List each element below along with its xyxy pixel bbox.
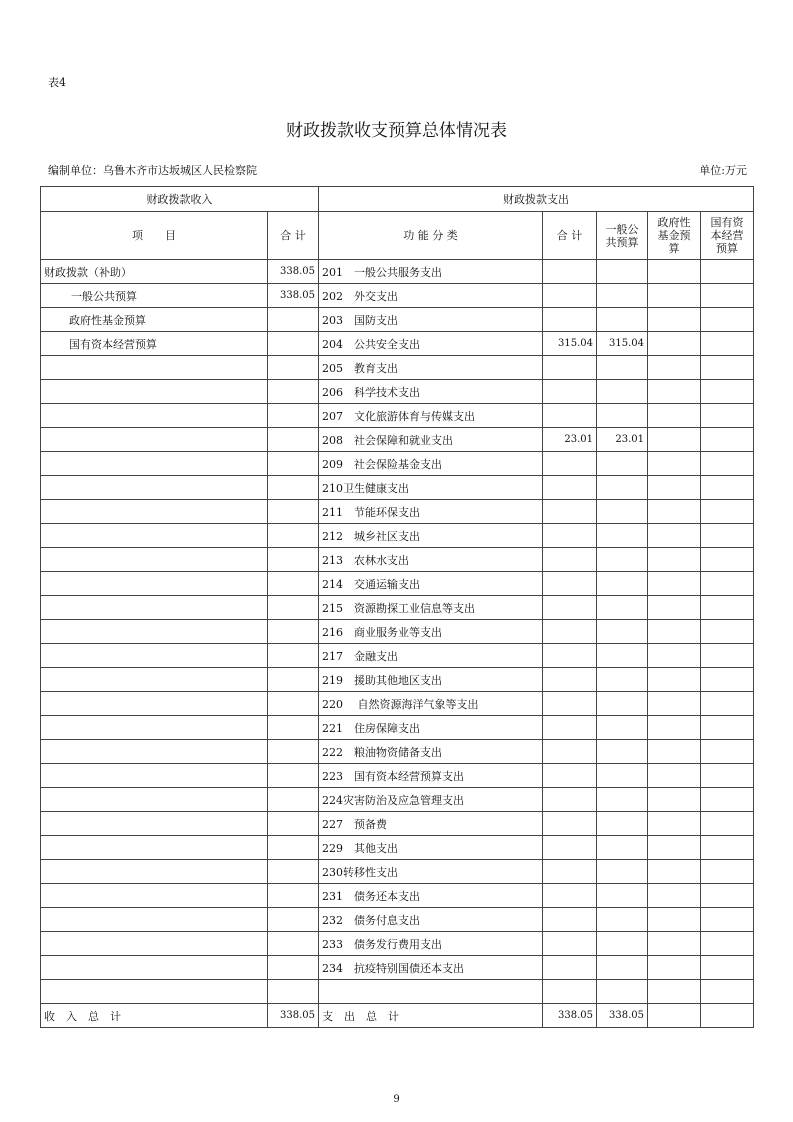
state-capital-cell	[701, 884, 754, 908]
gov-fund-cell	[648, 956, 701, 980]
state-capital-cell	[701, 860, 754, 884]
state-capital-cell	[701, 548, 754, 572]
income-total-cell	[268, 404, 319, 428]
expense-total-cell	[543, 500, 597, 524]
expense-total-cell	[543, 260, 597, 284]
gov-fund-cell	[648, 260, 701, 284]
general-budget-cell	[597, 692, 648, 716]
gov-fund-cell	[648, 596, 701, 620]
table-row	[41, 428, 754, 452]
table-row	[41, 860, 754, 884]
income-total-cell	[268, 596, 319, 620]
income-total-cell: 338.05	[268, 260, 319, 284]
gov-fund-cell	[648, 788, 701, 812]
gov-fund-cell	[648, 836, 701, 860]
state-capital-cell	[701, 668, 754, 692]
income-total-cell	[268, 452, 319, 476]
gov-fund-cell	[648, 332, 701, 356]
table-row	[41, 644, 754, 668]
table-row	[41, 332, 754, 356]
col-header-income-total: 合 计	[268, 212, 319, 260]
income-total-cell	[268, 788, 319, 812]
general-budget-cell	[597, 644, 648, 668]
income-item-cell	[41, 908, 268, 932]
income-total-cell	[268, 692, 319, 716]
table-row	[41, 308, 754, 332]
page-title: 财政拨款收支预算总体情况表	[286, 121, 507, 141]
gov-fund-cell	[648, 620, 701, 644]
state-capital-cell	[701, 620, 754, 644]
expense-total-value: 338.05	[543, 1004, 597, 1028]
state-capital-cell	[701, 332, 754, 356]
table-row	[41, 572, 754, 596]
category-cell: 204 公共安全支出	[319, 332, 543, 356]
general-budget-cell	[597, 740, 648, 764]
general-budget-cell	[597, 812, 648, 836]
expense-total-cell	[543, 836, 597, 860]
table-row	[41, 956, 754, 980]
state-capital-cell	[701, 260, 754, 284]
general-budget-cell	[597, 716, 648, 740]
income-total-cell	[268, 884, 319, 908]
table-row	[41, 716, 754, 740]
general-budget-cell	[597, 380, 648, 404]
income-item-cell	[41, 404, 268, 428]
state-capital-cell	[701, 812, 754, 836]
expense-total-cell	[543, 980, 597, 1004]
gov-fund-cell	[648, 668, 701, 692]
expense-total-cell	[543, 404, 597, 428]
income-total-cell	[268, 308, 319, 332]
totals-row	[41, 1004, 754, 1028]
income-total-cell	[268, 548, 319, 572]
income-total-cell	[268, 716, 319, 740]
state-capital-cell	[701, 716, 754, 740]
table-row	[41, 812, 754, 836]
general-budget-cell	[597, 908, 648, 932]
col-header-item: 项 目	[41, 212, 268, 260]
state-capital-cell	[701, 908, 754, 932]
income-item-cell	[41, 572, 268, 596]
gov-fund-cell	[648, 524, 701, 548]
table-row	[41, 980, 754, 1004]
general-budget-cell	[597, 452, 648, 476]
category-cell: 211 节能环保支出	[319, 500, 543, 524]
gov-fund-cell	[648, 932, 701, 956]
expense-total-label: 支 出 总 计	[319, 1004, 543, 1028]
income-total-cell	[268, 524, 319, 548]
general-budget-cell	[597, 308, 648, 332]
state-capital-cell	[701, 452, 754, 476]
expense-total-cell	[543, 812, 597, 836]
expense-total-cell	[543, 860, 597, 884]
table-number: 表4	[48, 76, 66, 89]
category-cell: 220 自然资源海洋气象等支出	[319, 692, 543, 716]
category-cell: 224灾害防治及应急管理支出	[319, 788, 543, 812]
income-item-cell	[41, 932, 268, 956]
table-row	[41, 788, 754, 812]
category-cell: 209 社会保险基金支出	[319, 452, 543, 476]
table-row	[41, 500, 754, 524]
income-item-cell	[41, 596, 268, 620]
expense-total-cell	[543, 956, 597, 980]
general-budget-cell	[597, 404, 648, 428]
income-item-cell	[41, 788, 268, 812]
category-cell: 230转移性支出	[319, 860, 543, 884]
budget-table	[40, 186, 754, 1028]
gov-fund-cell	[648, 452, 701, 476]
income-total-cell	[268, 956, 319, 980]
gov-fund-cell	[648, 572, 701, 596]
expense-total-cell: 315.04	[543, 332, 597, 356]
category-cell: 217 金融支出	[319, 644, 543, 668]
page-number: 9	[393, 1094, 400, 1105]
income-total-cell	[268, 740, 319, 764]
state-capital-cell	[701, 740, 754, 764]
general-budget-cell	[597, 500, 648, 524]
income-item-cell	[41, 764, 268, 788]
income-total-cell	[268, 932, 319, 956]
general-budget-cell	[597, 572, 648, 596]
gov-fund-cell	[648, 716, 701, 740]
income-total-cell	[268, 332, 319, 356]
category-cell: 221 住房保障支出	[319, 716, 543, 740]
income-total-label: 收 入 总 计	[41, 1004, 268, 1028]
table-row	[41, 836, 754, 860]
income-total-cell	[268, 476, 319, 500]
table-row	[41, 692, 754, 716]
gov-fund-cell	[648, 980, 701, 1004]
category-cell: 219 援助其他地区支出	[319, 668, 543, 692]
state-capital-cell	[701, 428, 754, 452]
income-total-cell	[268, 644, 319, 668]
expense-total-cell	[543, 548, 597, 572]
expense-total-cell	[543, 644, 597, 668]
gov-fund-cell	[648, 692, 701, 716]
expense-total-cell	[543, 692, 597, 716]
general-budget-cell	[597, 596, 648, 620]
general-budget-cell	[597, 548, 648, 572]
income-item-cell	[41, 548, 268, 572]
state-capital-cell	[701, 284, 754, 308]
gov-fund-cell	[648, 476, 701, 500]
expense-total-cell	[543, 572, 597, 596]
col-header-gov-fund: 政府性 基金预 算	[648, 212, 701, 260]
income-total-cell	[268, 428, 319, 452]
state-capital-cell	[701, 980, 754, 1004]
state-capital-cell	[701, 524, 754, 548]
income-total-cell	[268, 668, 319, 692]
category-cell: 213 农林水支出	[319, 548, 543, 572]
expense-total-cell	[543, 764, 597, 788]
expense-total-cell	[543, 620, 597, 644]
table-row	[41, 620, 754, 644]
income-total-value: 338.05	[268, 1004, 319, 1028]
state-capital-cell	[701, 836, 754, 860]
income-item-cell	[41, 692, 268, 716]
income-item-cell	[41, 860, 268, 884]
income-item-cell	[41, 836, 268, 860]
income-item-cell	[41, 668, 268, 692]
state-capital-cell	[701, 692, 754, 716]
gov-fund-total	[648, 1004, 701, 1028]
expense-total-cell	[543, 284, 597, 308]
gov-fund-cell	[648, 356, 701, 380]
income-total-cell	[268, 572, 319, 596]
income-item-cell: 财政拨款（补助）	[41, 260, 268, 284]
income-item-cell	[41, 356, 268, 380]
table-row	[41, 476, 754, 500]
income-total-cell	[268, 620, 319, 644]
category-cell: 201 一般公共服务支出	[319, 260, 543, 284]
state-capital-cell	[701, 956, 754, 980]
category-cell: 202 外交支出	[319, 284, 543, 308]
category-cell: 215 资源勘探工业信息等支出	[319, 596, 543, 620]
gov-fund-cell	[648, 884, 701, 908]
income-item-cell	[41, 956, 268, 980]
section-header-row	[41, 187, 754, 212]
income-item-cell	[41, 644, 268, 668]
income-item-cell	[41, 380, 268, 404]
gov-fund-cell	[648, 404, 701, 428]
gov-fund-cell	[648, 764, 701, 788]
general-budget-cell	[597, 884, 648, 908]
expense-total-cell	[543, 476, 597, 500]
expense-total-cell: 23.01	[543, 428, 597, 452]
col-header-expense-total: 合 计	[543, 212, 597, 260]
gov-fund-cell	[648, 860, 701, 884]
category-cell: 234 抗疫特别国债还本支出	[319, 956, 543, 980]
income-section-header: 财政拨款收入	[41, 187, 319, 212]
col-header-category: 功 能 分 类	[319, 212, 543, 260]
state-capital-cell	[701, 404, 754, 428]
income-item-cell: 政府性基金预算	[41, 308, 268, 332]
col-header-state-capital: 国有资 本经营 预算	[701, 212, 754, 260]
income-total-cell	[268, 980, 319, 1004]
expense-section-header: 财政拨款支出	[319, 187, 754, 212]
income-item-cell	[41, 884, 268, 908]
state-capital-cell	[701, 788, 754, 812]
state-capital-cell	[701, 572, 754, 596]
general-budget-cell	[597, 932, 648, 956]
income-total-cell	[268, 812, 319, 836]
income-total-cell	[268, 764, 319, 788]
general-budget-cell	[597, 668, 648, 692]
expense-total-cell	[543, 716, 597, 740]
income-item-cell: 一般公共预算	[41, 284, 268, 308]
income-item-cell	[41, 716, 268, 740]
state-capital-cell	[701, 380, 754, 404]
gov-fund-cell	[648, 500, 701, 524]
category-cell: 231 债务还本支出	[319, 884, 543, 908]
category-cell: 210卫生健康支出	[319, 476, 543, 500]
table-row	[41, 932, 754, 956]
state-capital-cell	[701, 764, 754, 788]
general-budget-total: 338.05	[597, 1004, 648, 1028]
general-budget-cell	[597, 260, 648, 284]
table-row	[41, 884, 754, 908]
category-cell	[319, 980, 543, 1004]
income-item-cell	[41, 452, 268, 476]
gov-fund-cell	[648, 740, 701, 764]
table-row	[41, 740, 754, 764]
income-item-cell	[41, 476, 268, 500]
expense-total-cell	[543, 596, 597, 620]
table-row	[41, 908, 754, 932]
expense-total-cell	[543, 884, 597, 908]
income-item-cell: 国有资本经营预算	[41, 332, 268, 356]
category-cell: 222 粮油物资储备支出	[319, 740, 543, 764]
category-cell: 206 科学技术支出	[319, 380, 543, 404]
column-header-row	[41, 212, 754, 260]
category-cell: 216 商业服务业等支出	[319, 620, 543, 644]
income-total-cell	[268, 500, 319, 524]
table-row	[41, 668, 754, 692]
income-item-cell	[41, 740, 268, 764]
category-cell: 232 债务付息支出	[319, 908, 543, 932]
category-cell: 205 教育支出	[319, 356, 543, 380]
income-total-cell: 338.05	[268, 284, 319, 308]
income-total-cell	[268, 836, 319, 860]
income-total-cell	[268, 380, 319, 404]
category-cell: 207 文化旅游体育与传媒支出	[319, 404, 543, 428]
expense-total-cell	[543, 380, 597, 404]
state-capital-cell	[701, 596, 754, 620]
category-cell: 214 交通运输支出	[319, 572, 543, 596]
general-budget-cell	[597, 980, 648, 1004]
gov-fund-cell	[648, 548, 701, 572]
expense-total-cell	[543, 452, 597, 476]
expense-total-cell	[543, 740, 597, 764]
table-row	[41, 452, 754, 476]
table-row	[41, 596, 754, 620]
gov-fund-cell	[648, 908, 701, 932]
general-budget-cell	[597, 764, 648, 788]
income-item-cell	[41, 428, 268, 452]
table-row	[41, 356, 754, 380]
state-capital-cell	[701, 500, 754, 524]
income-item-cell	[41, 980, 268, 1004]
income-item-cell	[41, 500, 268, 524]
state-capital-cell	[701, 644, 754, 668]
gov-fund-cell	[648, 284, 701, 308]
category-cell: 233 债务发行费用支出	[319, 932, 543, 956]
expense-total-cell	[543, 932, 597, 956]
expense-total-cell	[543, 356, 597, 380]
general-budget-cell	[597, 956, 648, 980]
gov-fund-cell	[648, 644, 701, 668]
category-cell: 223 国有资本经营预算支出	[319, 764, 543, 788]
col-header-general-budget: 一般公 共预算	[597, 212, 648, 260]
unit-label: 单位:万元	[699, 164, 747, 177]
general-budget-cell	[597, 524, 648, 548]
table-row	[41, 764, 754, 788]
state-capital-total	[701, 1004, 754, 1028]
table-row	[41, 284, 754, 308]
general-budget-cell	[597, 620, 648, 644]
gov-fund-cell	[648, 812, 701, 836]
category-cell: 208 社会保障和就业支出	[319, 428, 543, 452]
expense-total-cell	[543, 308, 597, 332]
general-budget-cell: 23.01	[597, 428, 648, 452]
general-budget-cell	[597, 836, 648, 860]
general-budget-cell: 315.04	[597, 332, 648, 356]
expense-total-cell	[543, 908, 597, 932]
gov-fund-cell	[648, 380, 701, 404]
gov-fund-cell	[648, 308, 701, 332]
organization-label: 编制单位：乌鲁木齐市达坂城区人民检察院	[48, 164, 257, 177]
general-budget-cell	[597, 788, 648, 812]
expense-total-cell	[543, 788, 597, 812]
state-capital-cell	[701, 932, 754, 956]
general-budget-cell	[597, 860, 648, 884]
state-capital-cell	[701, 308, 754, 332]
state-capital-cell	[701, 476, 754, 500]
expense-total-cell	[543, 668, 597, 692]
table-row	[41, 548, 754, 572]
income-total-cell	[268, 356, 319, 380]
table-row	[41, 404, 754, 428]
category-cell: 229 其他支出	[319, 836, 543, 860]
table-row	[41, 260, 754, 284]
category-cell: 212 城乡社区支出	[319, 524, 543, 548]
income-item-cell	[41, 524, 268, 548]
general-budget-cell	[597, 476, 648, 500]
income-total-cell	[268, 860, 319, 884]
category-cell: 227 预备费	[319, 812, 543, 836]
state-capital-cell	[701, 356, 754, 380]
table-row	[41, 380, 754, 404]
gov-fund-cell	[648, 428, 701, 452]
general-budget-cell	[597, 284, 648, 308]
income-item-cell	[41, 812, 268, 836]
expense-total-cell	[543, 524, 597, 548]
income-item-cell	[41, 620, 268, 644]
income-total-cell	[268, 908, 319, 932]
table-row	[41, 524, 754, 548]
general-budget-cell	[597, 356, 648, 380]
category-cell: 203 国防支出	[319, 308, 543, 332]
